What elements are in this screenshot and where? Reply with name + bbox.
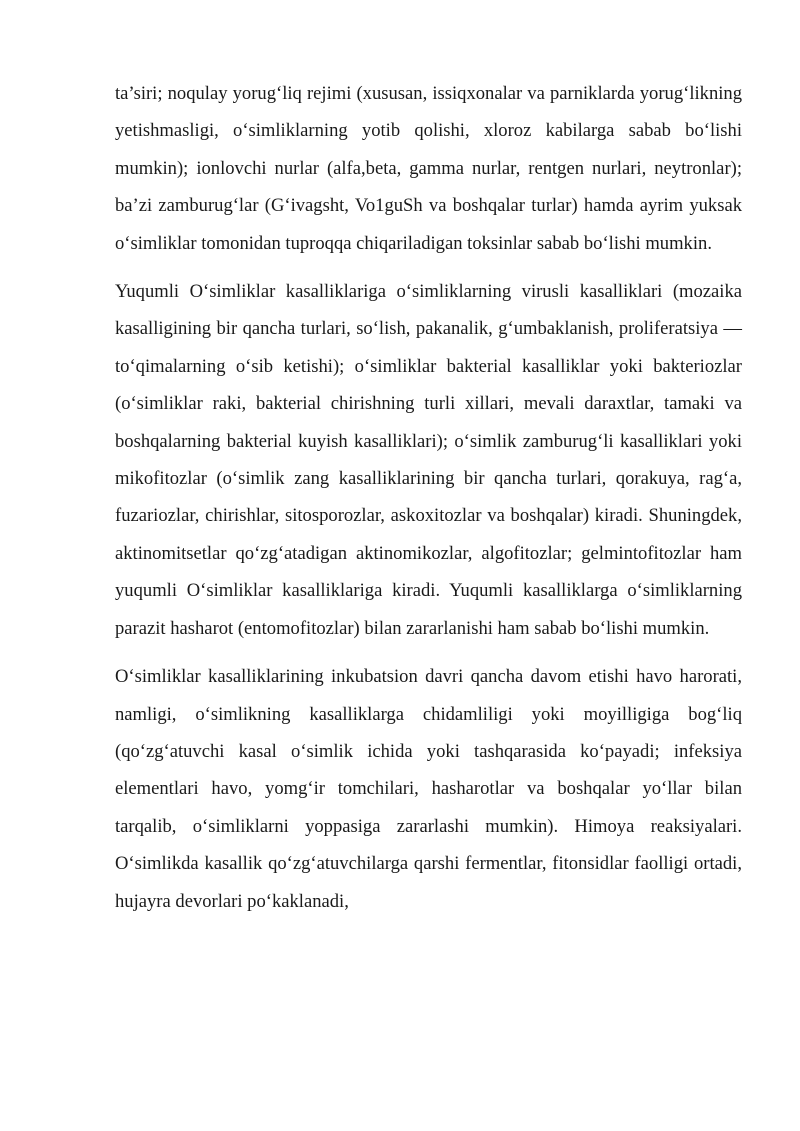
- paragraph-3: O‘simliklar kasalliklarining inkubatsion davri qancha davom etishi havo harorati, namligi, o‘simlikning kasalliklarga chidamliligi yoki moyilligiga bog‘liq (qo‘zg‘atuvchi kasal o‘simlik ichida yoki tashqarasida ko‘payadi; infeksiya elementlari havo, yomg‘ir tomchilari, hasharotlar va boshqalar yo‘llar bilan tarqalib, o‘simliklarni yoppasiga zararlashi mumkin). Himoya reaksiyalari. O‘simlikda kasallik qo‘zg‘atuvchilarga qarshi fermentlar, fitonsidlar faolligi ortadi, hujayra devorlari po‘kaklanadi,: [115, 666, 742, 912]
- body-text: [115, 75, 742, 931]
- paragraph-2: Yuqumli O‘simliklar kasalliklariga o‘simliklarning virusli kasalliklari (mozaika kasalligining bir qancha turlari, so‘lish, pakanalik, g‘umbaklanish, proliferatsiya — to‘qimalarning o‘sib ketishi); o‘simliklar bakterial kasalliklar yoki bakteriozlar (o‘simliklar raki, bakterial chirishning turli xillari, mevali daraxtlar, tamaki va boshqalarning bakterial kuyish kasalliklari); o‘simlik zamburug‘li kasalliklari yoki mikofitozlar (o‘simlik zang kasalliklarining bir qancha turlari, qorakuya, rag‘a, fuzariozlar, chirishlar, sitosporozlar, askoxitozlar va boshqalar) kiradi. Shuningdek, aktinomitsetlar qo‘zg‘atadigan aktinomikozlar, algofitozlar; gelmintofitozlar ham yuqumli O‘simliklar kasalliklariga kiradi. Yuqumli kasalliklarga o‘simliklarning parazit hasharot (entomofitozlar) bilan zararlanishi ham sabab bo‘lishi mumkin.: [115, 281, 742, 639]
- paragraph-1: ta’siri; noqulay yorug‘liq rejimi (xususan, issiqxonalar va parniklarda yorug‘likning yetishmasligi, o‘simliklarning yotib qolishi, xloroz kabilarga sabab bo‘lishi mumkin); ionlovchi nurlar (alfa,beta, gamma nurlar, rentgen nurlari, neytronlar); ba’zi zamburug‘lar (G‘ivagsht, Vo1guSh va boshqalar turlar) hamda ayrim yuksak o‘simliklar tomonidan tuproqqa chiqariladigan toksinlar sabab bo‘lishi mumkin.: [115, 83, 742, 254]
